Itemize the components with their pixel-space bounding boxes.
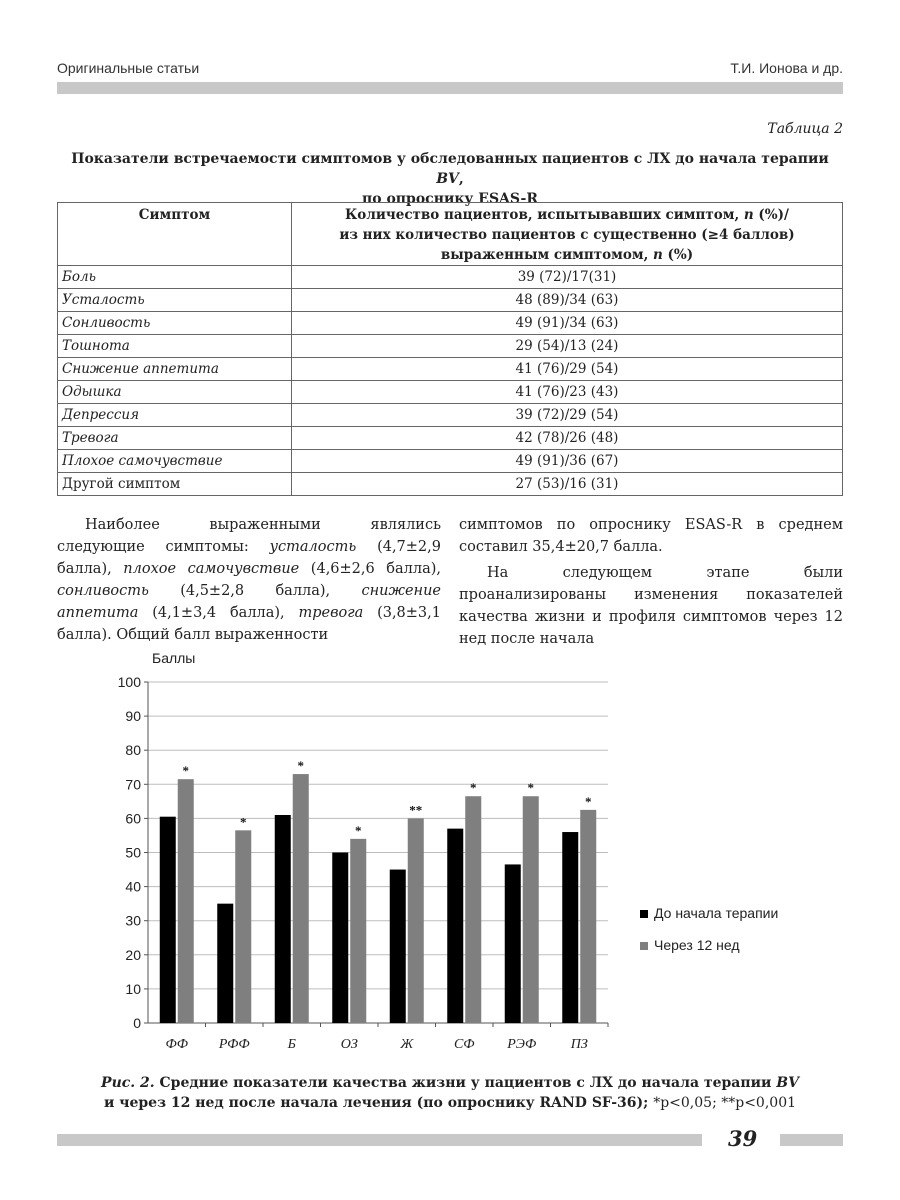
value-cell: 39 (72)/17(31) [292, 266, 843, 289]
significance-marker: * [297, 758, 304, 774]
table-row [58, 266, 843, 289]
symptom-cell: Плохое самочувствие [58, 450, 292, 473]
quality-of-life-chart [100, 640, 800, 1055]
running-header [57, 60, 843, 80]
value-cell: 49 (91)/36 (67) [292, 450, 843, 473]
table-row [58, 312, 843, 335]
table-title-line2: по опроснику ESAS-R [362, 191, 538, 207]
y-tick-label: 10 [125, 980, 141, 997]
table-row [58, 358, 843, 381]
bar-before [332, 853, 348, 1024]
bar-after [523, 796, 539, 1023]
value-cell: 41 (76)/23 (43) [292, 381, 843, 404]
value-cell: 48 (89)/34 (63) [292, 289, 843, 312]
paragraph [57, 514, 441, 646]
paragraph: На следующем этапе были проанализированы изменения показателей качества жизни и профиля симптомов через 12 нед после начала [459, 565, 843, 647]
figure-caption [57, 1073, 843, 1113]
y-axis-label: Баллы [152, 650, 196, 666]
significance-marker: * [355, 822, 362, 838]
significance-marker: * [470, 780, 477, 796]
header-count-line3n: n [652, 247, 663, 263]
bar-before [562, 832, 578, 1023]
body-text-left [57, 514, 441, 646]
figure-number: Рис. 2. [101, 1075, 155, 1091]
symptom-cell: Усталость [58, 289, 292, 312]
table-title-line1: Показатели встречаемости симптомов у обследованных пациентов с ЛХ до начала терапии [71, 151, 829, 167]
bar-after [178, 779, 194, 1023]
footer-rule-right [780, 1134, 843, 1146]
bar-after [350, 839, 366, 1023]
x-tick-label: ОЗ [340, 1037, 358, 1052]
table-row [58, 335, 843, 358]
y-tick-label: 40 [125, 878, 141, 895]
table-row [58, 473, 843, 496]
caption-text: Средние показатели качества жизни у пациентов с ЛХ до начала терапии [154, 1075, 777, 1091]
significance-marker: * [585, 793, 592, 809]
text-italic: снижение аппетита [57, 583, 441, 621]
symptom-cell: Сонливость [58, 312, 292, 335]
y-tick-label: 100 [117, 674, 141, 690]
x-tick-label: Ж [400, 1037, 414, 1052]
table-row [58, 427, 843, 450]
symptom-cell: Снижение аппетита [58, 358, 292, 381]
bar-after [235, 830, 251, 1023]
y-tick-label: 50 [125, 844, 141, 861]
y-tick-label: 20 [125, 946, 141, 963]
symptom-table [57, 202, 843, 496]
symptom-cell: Тревога [58, 427, 292, 450]
legend-swatch [640, 942, 648, 950]
caption-bv: BV [776, 1075, 799, 1091]
body-text-right [459, 514, 843, 650]
paragraph: симптомов по опроснику ESAS-R в среднем составил 35,4±20,7 балла. [459, 517, 843, 555]
header-count [292, 203, 843, 266]
significance-marker: ** [409, 802, 423, 818]
y-tick-label: 60 [125, 810, 141, 827]
symptom-cell: Одышка [58, 381, 292, 404]
header-count-a: Количество пациентов, испытывавших симптом, [345, 207, 744, 223]
bar-before [447, 829, 463, 1023]
header-count-line3a: выраженным симптомом, [440, 247, 653, 263]
bar-after [465, 796, 481, 1023]
legend-label: До начала терапии [654, 905, 779, 921]
significance-marker: * [527, 780, 534, 796]
x-tick-label: ФФ [165, 1037, 189, 1052]
table-label: Таблица 2 [767, 121, 843, 137]
legend-swatch [640, 910, 648, 918]
y-tick-label: 70 [125, 776, 141, 793]
bar-after [580, 810, 596, 1023]
y-tick-label: 0 [133, 1015, 141, 1031]
x-tick-label: РФФ [218, 1037, 250, 1052]
page-number: 39 [728, 1126, 758, 1151]
footer-rule [57, 1134, 702, 1146]
header-rule [57, 82, 843, 94]
text-run: Наиболее выраженными являлись следующие симптомы: [57, 517, 441, 555]
table-title-bv: BV [436, 171, 459, 187]
x-tick-label: Б [287, 1037, 296, 1052]
header-count-n: n [743, 207, 754, 223]
caption-pvalues: *p<0,05; **p<0,001 [653, 1095, 797, 1111]
symptom-cell: Тошнота [58, 335, 292, 358]
x-tick-label: СФ [453, 1037, 475, 1052]
value-cell: 41 (76)/29 (54) [292, 358, 843, 381]
section-title: Оригинальные статьи [57, 60, 200, 76]
text-italic: плохое самочувствие [123, 561, 300, 577]
header-count-line2: из них количество пациентов с существенно (≥4 баллов) [339, 227, 795, 243]
y-tick-label: 30 [125, 912, 141, 929]
table-row [58, 289, 843, 312]
bar-before [390, 870, 406, 1023]
text-run: (4,6±2,6 балла), [299, 561, 442, 577]
table-header-row [58, 203, 843, 266]
bar-after [293, 774, 309, 1023]
text-run: (4,5±2,8 балла), [148, 583, 362, 599]
significance-marker: * [182, 763, 189, 779]
header-count-line3b: (%) [662, 247, 694, 263]
table-row [58, 404, 843, 427]
table-row [58, 381, 843, 404]
x-tick-label: РЭФ [507, 1037, 537, 1052]
symptom-cell: Другой симптом [58, 473, 292, 496]
y-tick-label: 80 [125, 742, 141, 759]
bar-after [408, 818, 424, 1023]
bar-before [217, 904, 233, 1023]
authors: Т.И. Ионова и др. [730, 60, 843, 76]
value-cell: 29 (54)/13 (24) [292, 335, 843, 358]
y-tick-label: 90 [125, 708, 141, 725]
legend-label: Через 12 нед [654, 937, 740, 953]
value-cell: 39 (72)/29 (54) [292, 404, 843, 427]
x-tick-label: ПЗ [570, 1037, 588, 1052]
symptom-cell: Боль [58, 266, 292, 289]
text-run: (4,1±3,4 балла), [138, 605, 299, 621]
header-count-b: (%)/ [753, 207, 789, 223]
text-italic: усталость [269, 539, 357, 555]
header-symptom: Симптом [58, 203, 292, 266]
text-run: (3,8±3,1 балла). Общий балл выраженности [57, 605, 441, 643]
text-italic: тревога [298, 605, 364, 621]
table-title [57, 149, 843, 209]
text-run: (4,7±2,9 балла), [57, 539, 441, 577]
table-title-comma: , [458, 171, 464, 187]
value-cell: 42 (78)/26 (48) [292, 427, 843, 450]
bar-before [160, 817, 176, 1023]
value-cell: 27 (53)/16 (31) [292, 473, 843, 496]
caption-line2: и через 12 нед после начала лечения (по опроснику RAND SF-36); [103, 1095, 654, 1111]
symptom-cell: Депрессия [58, 404, 292, 427]
significance-marker: * [240, 814, 247, 830]
bar-before [505, 864, 521, 1023]
value-cell: 49 (91)/34 (63) [292, 312, 843, 335]
table-row [58, 450, 843, 473]
text-italic: сонливость [57, 583, 149, 599]
bar-before [275, 815, 291, 1023]
